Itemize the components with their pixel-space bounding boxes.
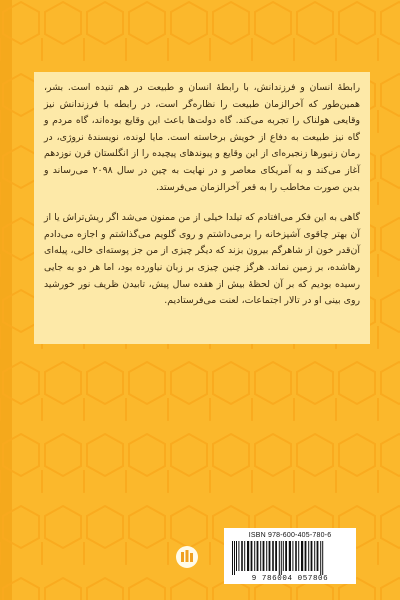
barcode-bars: [230, 541, 350, 575]
barcode-digits: 9 786004 057806: [251, 575, 329, 583]
isbn-label: ISBN 978-600-405-780-6: [248, 532, 332, 539]
blurb-card: [34, 72, 370, 344]
blurb-paragraph-1: رابطهٔ انسان و فرزندانش، با رابطهٔ انسان و طبیعت در هم تنیده است. بشر، همین‌طور که آخرالزمان طبیعت را نظاره‌گر است، در رابطه با فرزندانش نیز وقایعی هولناک را تجربه می‌کند. گاه دولت‌ها باعث این وقایع بوده‌اند، گاه مردم و گاه نیز طبیعت به دفاع از خویش برخاسته است. مایا لونده، نویسندهٔ نروژی، در رمان زنبورها زنجیره‌ای از این وقایع و پیوندهای پیچیده را از انگلستان قرن نوزدهم آغاز می‌کند و به آمریکای معاصر و در نهایت به چین در سال ۲۰۹۸ می‌رساند و بدین صورت مخاطب را به قعر آخرالزمان می‌فرستد.: [44, 82, 360, 193]
publisher-logo: [176, 546, 198, 568]
blurb-paragraph-2: گاهی به این فکر می‌افتادم که تیلدا خیلی از من ممنون می‌شد اگر ریش‌تراش یا از آن بهتر چاقوی آشپزخانه را برمی‌داشتم و روی گلویم می‌گذاشتم و اجازه می‌دادم آن‌قدر خون از شاهرگم بیرون بزند که دیگر چیزی از من جز پوسته‌ای خالی، پیله‌ای رهاشده، بر زمین نماند. هرگز چنین چیزی بر زبان نیاورده بود، اما هر دو به جایی رسیده بودیم که بر آن لحظهٔ بیش از هفده سال پیش، تابیدن ظریف نور خورشید روی بینی او در تالار اجتماعات، لعنت می‌فرستادیم.: [44, 212, 360, 307]
publisher-logo-icon: [176, 546, 198, 568]
barcode-box: [224, 528, 356, 584]
